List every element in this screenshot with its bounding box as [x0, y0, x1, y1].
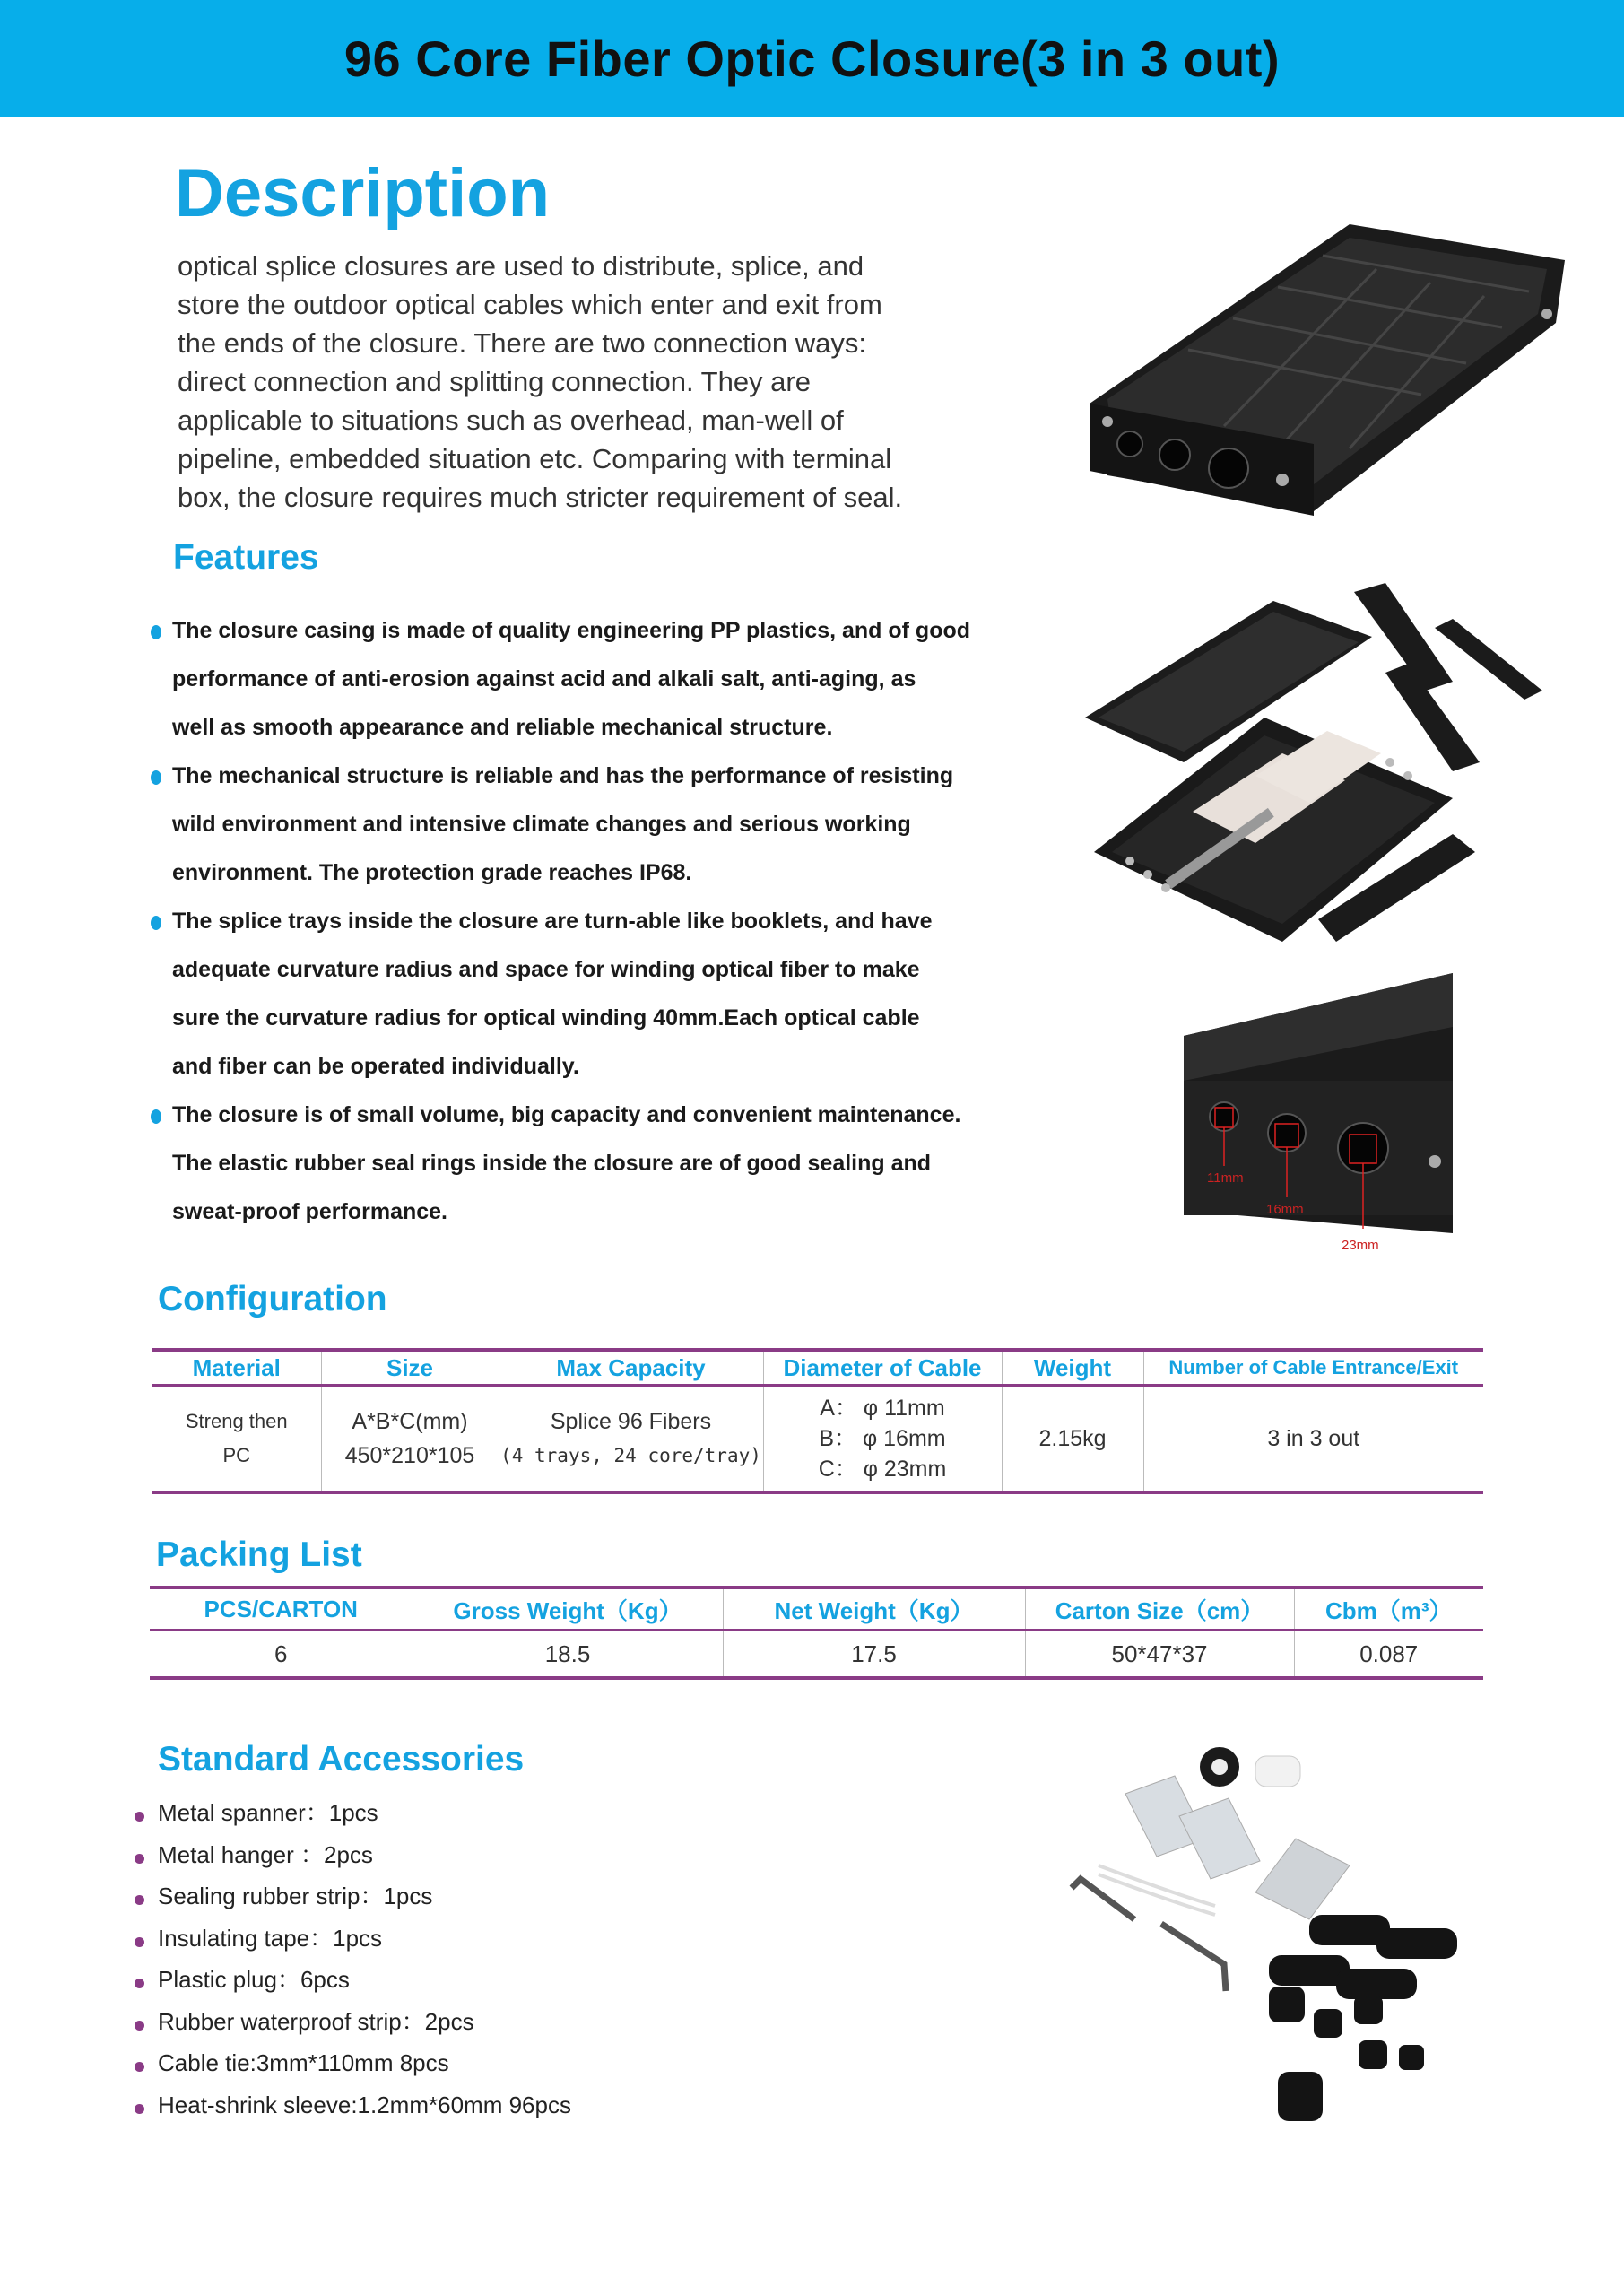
feature-item-continuation: wild environment and intensive climate changes and serious working: [172, 812, 911, 837]
cell-weight: 2.15kg: [1002, 1386, 1143, 1493]
list-item: Insulating tape：1pcs: [135, 1918, 571, 1960]
list-item: Rubber waterproof strip：2pcs: [135, 2001, 571, 2043]
closure-closed-image: [1081, 206, 1583, 547]
packing-list-heading: Packing List: [156, 1535, 362, 1574]
description-line: pipeline, embedded situation etc. Comparing with terminal: [178, 443, 892, 474]
column-header-material: Material: [152, 1350, 321, 1386]
list-item: Plastic plug：6pcs: [135, 1959, 571, 2001]
cell-carton-size: 50*47*37: [1025, 1631, 1294, 1679]
features-heading: Features: [173, 538, 319, 577]
accessories-heading: Standard Accessories: [158, 1740, 525, 1779]
feature-item-continuation: performance of anti-erosion against acid and alkali salt, anti-aging, as: [172, 666, 916, 691]
table-header-row: [150, 1587, 1483, 1631]
cell-pcs: 6: [150, 1631, 413, 1679]
list-item: Metal spanner：1pcs: [135, 1792, 571, 1834]
feature-item-continuation: sure the curvature radius for optical winding 40mm.Each optical cable: [172, 1005, 920, 1031]
features-list: [151, 606, 1012, 1236]
closure-end-diagram: [1166, 973, 1524, 1260]
list-item: Heat-shrink sleeve:1.2mm*60mm 96pcs: [135, 2084, 571, 2126]
description-line: the ends of the closure. There are two connection ways:: [178, 327, 866, 359]
column-header-weight: Weight: [1002, 1350, 1143, 1386]
cell-net-weight: 17.5: [723, 1631, 1025, 1679]
column-header-cbm: Cbm（m³）: [1294, 1587, 1483, 1631]
column-header-size: Size: [321, 1350, 499, 1386]
table-row: [152, 1386, 1483, 1493]
column-header-carton-size: Carton Size（cm）: [1025, 1587, 1294, 1631]
column-header-capacity: Max Capacity: [499, 1350, 763, 1386]
configuration-table: [152, 1348, 1483, 1494]
cell-entrance: 3 in 3 out: [1267, 1426, 1360, 1451]
description-line: direct connection and splitting connection. They are: [178, 366, 811, 397]
cell-gross-weight: 18.5: [413, 1631, 723, 1679]
feature-item-continuation: well as smooth appearance and reliable mechanical structure.: [172, 715, 833, 740]
feature-item: The splice trays inside the closure are turn-able like booklets, and have: [151, 897, 1012, 945]
feature-item: The closure casing is made of quality engineering PP plastics, and of good: [151, 606, 1012, 655]
page-title: 96 Core Fiber Optic Closure(3 in 3 out): [343, 30, 1281, 87]
column-header-gross-weight: Gross Weight（Kg）: [413, 1587, 723, 1631]
column-header-net-weight: Net Weight（Kg）: [723, 1587, 1025, 1631]
table-header-row: [152, 1350, 1483, 1386]
description-line: store the outdoor optical cables which enter and exit from: [178, 289, 882, 320]
column-header-pcs: PCS/CARTON: [150, 1587, 413, 1631]
column-header-entrance: Number of Cable Entrance/Exit: [1143, 1350, 1483, 1386]
configuration-heading: Configuration: [158, 1280, 387, 1318]
accessories-image: [1063, 1740, 1502, 2135]
description-text: [178, 247, 949, 517]
feature-item-continuation: adequate curvature radius and space for winding optical fiber to make: [172, 957, 920, 982]
cell-material: Streng then PC: [152, 1386, 321, 1493]
dimension-label-11mm: 11mm: [1207, 1170, 1244, 1186]
description-line: applicable to situations such as overhead, man-well of: [178, 404, 844, 436]
feature-item-continuation: sweat-proof performance.: [172, 1199, 448, 1224]
feature-item: The mechanical structure is reliable and has the performance of resisting: [151, 752, 1012, 800]
feature-item-continuation: and fiber can be operated individually.: [172, 1054, 579, 1079]
description-line: box, the closure requires much stricter requirement of seal.: [178, 482, 903, 513]
cell-size: A*B*C(mm) 450*210*105: [321, 1386, 499, 1493]
description-line: optical splice closures are used to distribute, splice, and: [178, 250, 864, 282]
list-item: Sealing rubber strip：1pcs: [135, 1875, 571, 1918]
dimension-label-23mm: 23mm: [1342, 1238, 1379, 1253]
cell-diameter: A： φ 11mm B： φ 16mm C： φ 23mm: [763, 1386, 1002, 1493]
list-item: Cable tie:3mm*110mm 8pcs: [135, 2042, 571, 2084]
description-heading: Description: [175, 155, 551, 231]
table-row: [150, 1631, 1483, 1679]
column-header-diameter: Diameter of Cable: [763, 1350, 1002, 1386]
feature-item: The closure is of small volume, big capacity and convenient maintenance.: [151, 1091, 1012, 1139]
cell-capacity: Splice 96 Fibers (4 trays, 24 core/tray): [499, 1386, 763, 1493]
dimension-label-16mm: 16mm: [1266, 1202, 1304, 1217]
feature-item-continuation: environment. The protection grade reaches IP68.: [172, 860, 692, 885]
packing-list-table: [150, 1586, 1483, 1680]
closure-open-image: [1076, 583, 1542, 960]
accessories-list: [135, 1792, 571, 2126]
list-item: Metal hanger ：2pcs: [135, 1834, 571, 1876]
cell-cbm: 0.087: [1359, 1639, 1419, 1667]
feature-item-continuation: The elastic rubber seal rings inside the closure are of good sealing and: [172, 1151, 932, 1176]
